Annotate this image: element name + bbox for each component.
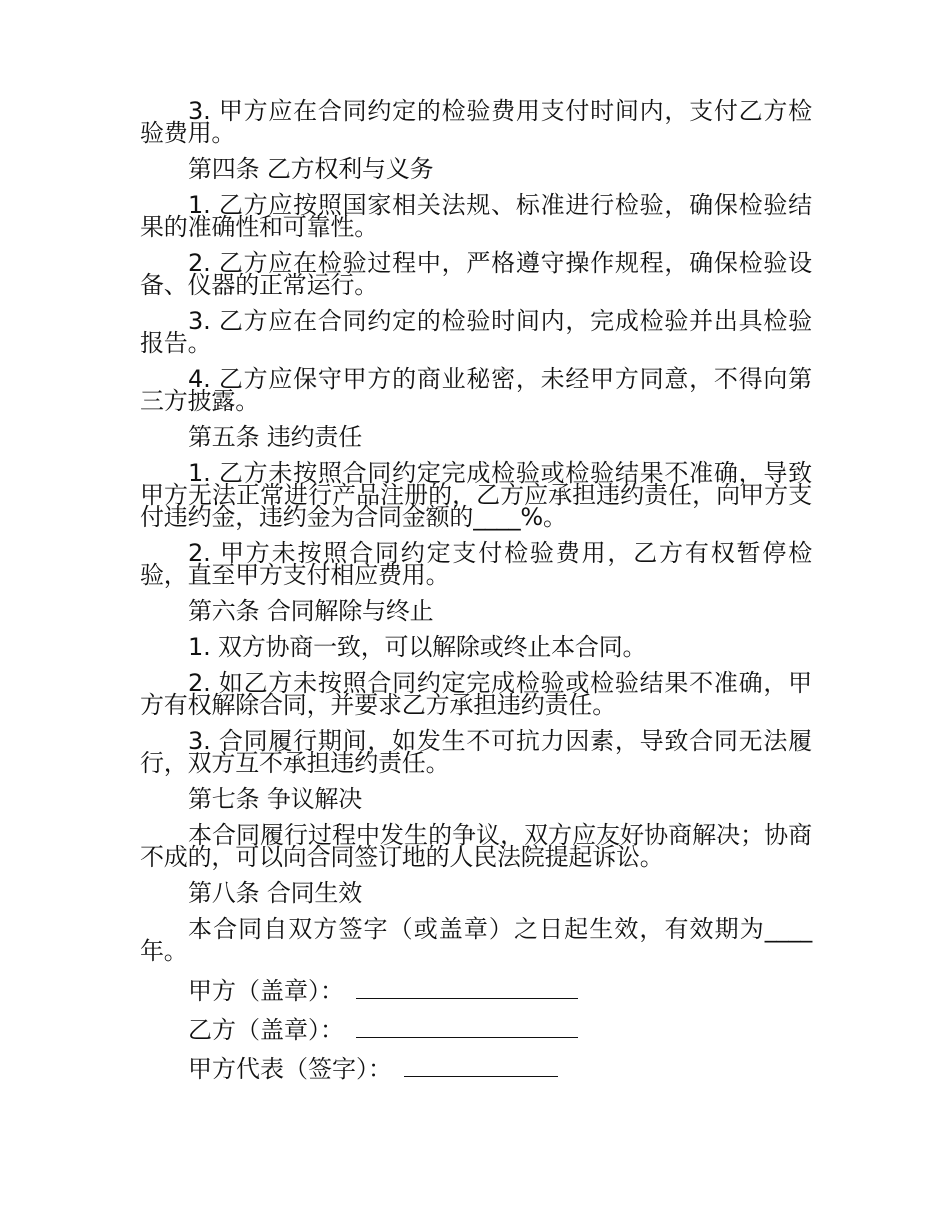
- clause-3-3: 3. 甲方应在合同约定的检验费用支付时间内，支付乙方检验费用。: [140, 97, 812, 147]
- clause-8-body: 本合同自双方签字（或盖章）之日起生效，有效期为____年。: [140, 915, 812, 965]
- clause-6-1: 1. 双方协商一致，可以解除或终止本合同。: [188, 633, 647, 661]
- article-7-heading: 第七条 争议解决: [188, 785, 363, 813]
- clause-4-3: 3. 乙方应在合同约定的检验时间内，完成检验并出具检验报告。: [140, 307, 812, 357]
- article-6-heading: 第六条 合同解除与终止: [188, 597, 434, 625]
- party-b-seal-blank[interactable]: [356, 1017, 578, 1038]
- party-a-rep-signature-line: [140, 1055, 812, 1083]
- clause-4-2: 2. 乙方应在检验过程中，严格遵守操作规程，确保检验设备、仪器的正常运行。: [140, 249, 812, 299]
- clause-6-2: 2. 如乙方未按照合同约定完成检验或检验结果不准确，甲方有权解除合同，并要求乙方承担违约责任。: [140, 669, 812, 719]
- party-a-seal-blank[interactable]: [356, 978, 578, 999]
- clause-6-3: 3. 合同履行期间，如发生不可抗力因素，导致合同无法履行，双方互不承担违约责任。: [140, 727, 812, 777]
- article-4-heading: 第四条 乙方权利与义务: [188, 155, 434, 183]
- party-a-seal-label: 甲方（盖章）：: [188, 977, 344, 1005]
- article-8-heading: 第八条 合同生效: [188, 879, 363, 907]
- article-5-heading: 第五条 违约责任: [188, 423, 363, 451]
- clause-4-4: 4. 乙方应保守甲方的商业秘密，未经甲方同意，不得向第三方披露。: [140, 365, 812, 415]
- clause-4-1: 1. 乙方应按照国家相关法规、标准进行检验，确保检验结果的准确性和可靠性。: [140, 191, 812, 241]
- party-a-rep-label: 甲方代表（签字）：: [188, 1055, 392, 1083]
- party-a-seal-line: [140, 977, 812, 1005]
- clause-5-2: 2. 甲方未按照合同约定支付检验费用，乙方有权暂停检验，直至甲方支付相应费用。: [140, 539, 812, 589]
- clause-7-body: 本合同履行过程中发生的争议，双方应友好协商解决；协商不成的，可以向合同签订地的人民法院提起诉讼。: [140, 821, 812, 871]
- party-a-rep-blank[interactable]: [404, 1056, 558, 1077]
- party-b-seal-label: 乙方（盖章）：: [188, 1016, 344, 1044]
- document-page: [140, 97, 812, 1095]
- party-b-seal-line: [140, 1016, 812, 1044]
- clause-5-1: 1. 乙方未按照合同约定完成检验或检验结果不准确，导致甲方无法正常进行产品注册的，乙方应承担违约责任，向甲方支付违约金，违约金为合同金额的____%。: [140, 459, 812, 531]
